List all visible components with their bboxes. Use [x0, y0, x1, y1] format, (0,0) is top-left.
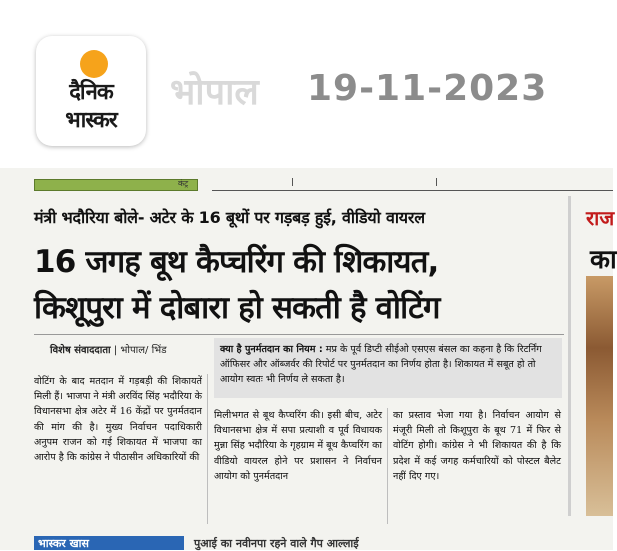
column-rule [207, 374, 208, 524]
bottom-strip [34, 536, 613, 550]
top-rule [212, 190, 613, 191]
adjacent-article-photo [586, 276, 613, 516]
bottom-headline: पुआई का नवीनपा रहने वाले गैप आल्लाई [194, 537, 359, 550]
info-box-body [220, 342, 556, 387]
body-column-2: मिलीभगत से बूथ कैप्चरिंग की। इसी बीच, अटेर विधानसभा क्षेत्र में सपा प्रत्याशी व पूर्व विधायक मुन्ना सिंह भदौरिया के गृहग्राम में बूथ कैप्चरिंग का वीडियो वायरल होने पर प्रशासन ने निर्वाचन आयोग को पुनर्मतदान [214, 410, 382, 482]
info-box [214, 338, 562, 398]
rule-tick [436, 178, 437, 186]
city-label: भोपाल [170, 72, 259, 113]
adjacent-article-headline: का [590, 245, 617, 275]
header [0, 0, 613, 168]
headline-line-1: 16 जगह बूथ कैप्चरिंग की शिकायत, [34, 244, 439, 280]
section-tag: कंट्र [178, 179, 189, 188]
adjacent-article-kicker: राज [586, 206, 615, 230]
byline-location: भोपाल/ भिंड [120, 345, 167, 356]
byline-author: विशेष संवाददाता [50, 345, 111, 356]
headline-line-2: किशूपुरा में दोबारा हो सकती है वोटिंग [34, 290, 440, 326]
byline [50, 342, 167, 356]
byline-separator: | [113, 345, 121, 356]
dainik-bhaskar-logo[interactable] [36, 36, 146, 146]
info-box-label: क्या है पुनर्मतदान का नियम : [220, 344, 323, 355]
body-column-1: वोटिंग के बाद मतदान में गड़बड़ी की शिकायतें मिली हैं। भाजपा ने मंत्री अरविंद सिंह भदौरिया के विधानसभा क्षेत्र अटेर में 16 केंद्रों पर पुनर्मतदान की मांग की है। मुख्य निर्वाचन पदाधिकारी अनुपम राजन को गई शिकायत में भाजपा का आरोप है कि कांग्रेस ने पीठासीन अधिकारियों की [34, 376, 202, 464]
article-kicker: मंत्री भदौरिया बोले- अटेर के 16 बूथों पर गड़बड़ हुई, वीडियो वायरल [34, 208, 425, 227]
section-bar [34, 179, 198, 191]
date-label: 19-11-2023 [307, 68, 548, 109]
column-rule [387, 408, 388, 524]
bottom-brand-label: भास्कर खास [34, 536, 184, 550]
logo-text-line1: दैनिक [69, 80, 113, 105]
info-box-text: मप्र के पूर्व डिप्टी सीईओ एसएस बंसल का कहना है कि रिटर्निंग ऑफिसर और ऑब्जर्वर की रिपोर्ट पर पुनर्मतदान का निर्णय होता है। शिकायत में सबूत हो तो आयोग स्वतः भी निर्णय ले सकता है। [220, 344, 542, 385]
rule-tick [292, 178, 293, 186]
logo-text-line2: भास्कर [65, 108, 117, 133]
sun-icon [80, 50, 108, 78]
headline-rule [34, 334, 564, 335]
newspaper-clipping [0, 168, 617, 550]
body-column-3: का प्रस्ताव भेजा गया है। निर्वाचन आयोग से मंजूरी मिली तो किशूपुरा के बूथ 71 में फिर से वोटिंग होगी। कांग्रेस ने भी शिकायत की है कि प्रदेश में कई जगह कर्मचारियों को पोस्टल बैलेट नहीं दिए गए। [393, 410, 561, 482]
